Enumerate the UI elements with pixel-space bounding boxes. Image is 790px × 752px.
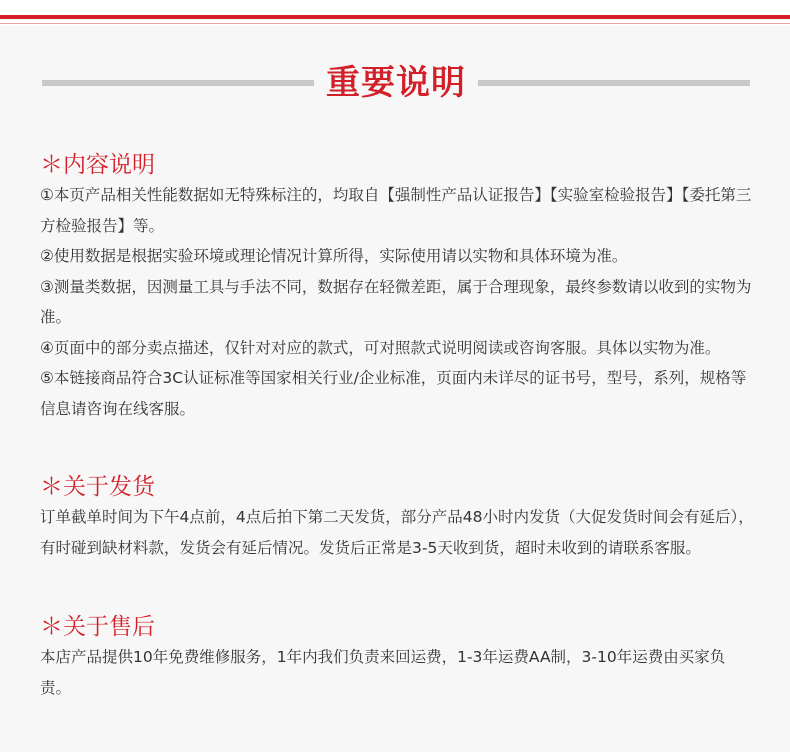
- note-item-3: ③测量类数据，因测量工具与手法不同，数据存在轻微差距，属于合理现象，最终参数请以收到的实物为准。: [40, 277, 752, 326]
- note-item-4: ④页面中的部分卖点描述，仅针对对应的款式，可对照款式说明阅读或咨询客服。具体以实物为准。: [40, 338, 721, 357]
- section-body-after-sales: [40, 642, 755, 703]
- section-after-sales: [40, 612, 755, 703]
- section-heading-content-notes: ＊内容说明: [40, 152, 155, 178]
- top-thin-rule: [0, 23, 790, 24]
- shipping-paragraph: 订单截单时间为下午4点前，4点后拍下第二天发货，部分产品48小时内发货（大促发货时间会有延后），有时碰到缺材料款，发货会有延后情况。发货后正常是3-5天收到货，超时未收到的请联系客服。: [40, 508, 754, 557]
- note-item-1: ①本页产品相关性能数据如无特殊标注的，均取自【强制性产品认证报告】【实验室检验报告】【委托第三方检验报告】等。: [40, 186, 752, 235]
- title-row: [42, 58, 750, 108]
- section-body-shipping: [40, 502, 755, 563]
- section-body-content-notes: [40, 180, 755, 424]
- top-red-rule: [0, 15, 790, 19]
- page-title: 重要说明: [326, 63, 466, 103]
- section-heading-shipping: ＊关于发货: [40, 474, 155, 500]
- section-shipping: [40, 472, 755, 563]
- note-item-2: ②使用数据是根据实验环境或理论情况计算所得，实际使用请以实物和具体环境为准。: [40, 247, 628, 265]
- after-sales-paragraph: 本店产品提供10年免费维修服务，1年内我们负责来回运费，1-3年运费AA制，3-10年运费由买家负责。: [40, 648, 726, 697]
- section-content-notes: [40, 150, 755, 424]
- section-heading-after-sales: ＊关于售后: [40, 614, 155, 640]
- note-item-5: ⑤本链接商品符合3C认证标准等国家相关行业/企业标准，页面内未详尽的证书号，型号，系列，规格等信息请咨询在线客服。: [40, 369, 747, 418]
